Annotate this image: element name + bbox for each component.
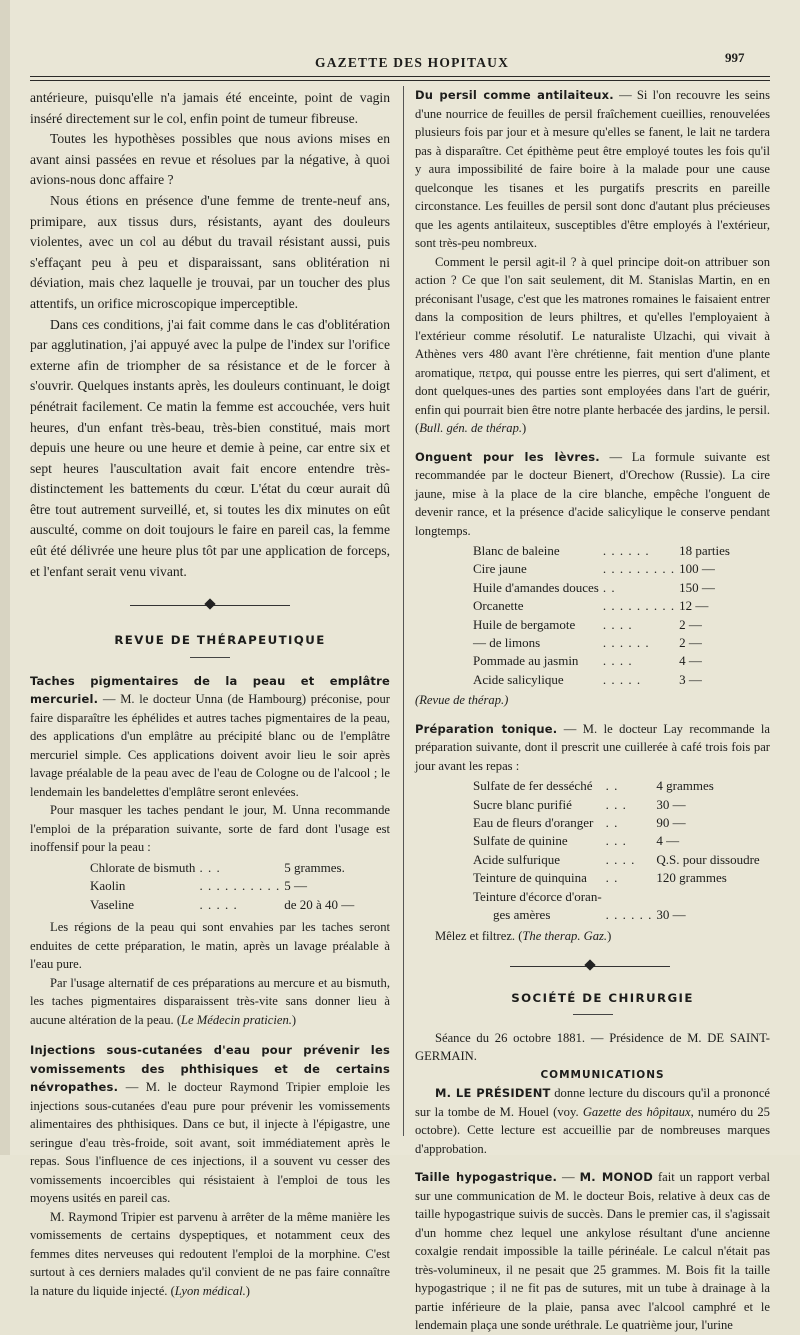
quantity: 30 — — [656, 907, 686, 923]
quantity: 30 — — [656, 796, 686, 812]
paragraph — [30, 1208, 390, 1301]
ingredient: Blanc de baleine — [473, 543, 560, 558]
header-rule — [30, 76, 770, 77]
text-run: ) — [607, 928, 612, 943]
ingredient: Acide sulfurique — [473, 851, 561, 867]
dots: . . . . . . — [602, 635, 650, 651]
ingredient: Orcanette — [473, 598, 524, 614]
text-run: ) — [522, 421, 527, 435]
dots: . . . . — [602, 653, 633, 669]
article-title: Taches pigmentaires de la peau et emplâtre mercuriel. — [30, 673, 390, 707]
quantity: 12 — — [679, 598, 709, 614]
recipe-row — [473, 671, 734, 689]
page-number: 997 — [725, 50, 745, 65]
quantity: 5 — — [284, 878, 307, 894]
ingredient: ges amères — [493, 907, 551, 923]
quantity: Q.S. pour dissoudre — [656, 851, 760, 867]
recipe-row — [473, 560, 734, 578]
dots — [606, 888, 657, 906]
recipe-row — [473, 777, 764, 795]
ingredient: Sulfate de fer desséché — [473, 778, 593, 794]
recipe-row — [473, 906, 764, 924]
paragraph: Pour masquer les taches pendant le jour, M. Unna recommande l'emploi de la préparation suivante, sorte de fard dont l'usage est inoffensif pour la peau : — [30, 803, 390, 855]
short-rule — [190, 657, 230, 658]
dots: . . . . . . . . . — [602, 561, 676, 577]
text-run: Comment le persil agit-il ? à quel principe doit-on attribuer son action ? Ce que l'on sait seulement, dit M. Stanislas Martin, en en préconisant l'usage, c'est que les matrones romaines le faisaient entrer dans la composition de leurs philtres, et qu'elles l'employaient à l'extérieur comme résolutif. Le naturaliste Ulzachi, qui vivait à Athènes vers 480 avant l'ère chrétienne, fait mention d'une plante aromatique, πετρα, qui pousse entre les pierres, qui sert d'aliment, et dont quelques-unes des parties sont employées dans l'art de guérir, enfin qui pourrait bien être notre plante herbacée des jardins, le persil. ( — [415, 254, 770, 435]
text-run: Mêlez et filtrez. ( — [435, 928, 523, 943]
left-column — [30, 88, 390, 1300]
quantity: 2 — — [679, 616, 702, 632]
quantity: 150 — — [679, 579, 715, 595]
quantity: 120 grammes — [656, 870, 727, 886]
ingredient: Sucre blanc purifié — [473, 796, 572, 812]
source-citation: (Revue de thérap.) — [415, 693, 509, 708]
paragraph — [415, 253, 770, 438]
dots: . . — [605, 778, 619, 794]
source-citation: Le Médecin praticien. — [181, 1012, 292, 1027]
article-text: — M. le docteur Raymond Tripier emploie les injections sous-cutanées d'eau pure pour prévenir les vomissements alimentaires des phthisiques. Dans ce but, il injecte à l'épigastre, une seringue d'eau très-froide, soit avant, soit immédiatement après le repas. Sous l'influence de ces injections, il a souvent vu cesser des vomissements incoercibles qui résistaient à l'emploi de tous les moyens usités en pareil cas. — [30, 1080, 390, 1206]
dots: . . — [602, 579, 616, 595]
dots: . . . . — [602, 616, 633, 632]
header-rule-thin — [30, 80, 770, 81]
source-citation: Lyon médical. — [174, 1283, 246, 1298]
subheading-communications: COMMUNICATIONS — [540, 1068, 665, 1081]
text-run: donne lecture du discours qu'il a prononcé sur la tombe de M. Houel (voy. — [415, 1086, 771, 1119]
source-citation: Gazette des hôpitaux — [582, 1104, 691, 1119]
paragraph — [30, 974, 390, 1030]
quantity: 18 parties — [679, 543, 730, 558]
article-text: — La formule suivante est recommandée par le docteur Bienert, d'Orechow (Russie). La cire jaune, mise à la place de la cire blanche, empêche l'onguent de devenir rance, et la présence d'acide salicylique le conserve pendant longtemps. — [415, 449, 770, 538]
recipe-row — [473, 616, 734, 634]
paragraph — [415, 1084, 770, 1158]
dots: . . . — [605, 796, 627, 812]
text-run: M. Raymond Tripier est parvenu à arrêter de la même manière les vomissements de certains dyspeptiques, et notamment ceux des femmes dites nerveuses qui redoutent l'emploi de la morphine. C'est surtout à ces derniers malades qu'il convient de ne pas faire connaître la nature du liquide injecté. ( — [30, 1209, 390, 1298]
article-text: — M. le docteur Unna (de Hambourg) préconise, pour faire disparaître les éphélides et autres taches pigmentaires de la peau, des applications d'un emplâtre au précipité blanc ou de l'emplâtre mercuriel simple. Ces applications doivent avoir lieu le soir après lavage préalable de la peau avec de l'eau de Cologne ou de l'alcool ; le lendemain les bandelettes d'emplâtre seront enlevées. — [30, 692, 391, 799]
page-header — [30, 48, 780, 74]
recipe-row — [90, 859, 358, 877]
paragraph — [415, 927, 770, 946]
quantity: 2 — — [679, 635, 702, 651]
ingredient: Eau de fleurs d'oranger — [473, 815, 594, 831]
dots: . . . . . — [602, 671, 642, 687]
paragraph: Dans ces conditions, j'ai fait comme dans le cas d'oblitération par agglutination, j'ai appuyé avec la pulpe de l'index sur l'orifice externe afin de triompher de sa résistance et de le forcer à s'ouvrir. Quelques instants après, les douleurs continuant, le doigt pénétrait facilement. Ce matin la femme est accouchée, vers huit heures, d'un enfant très-beau, très-bien constitué, mais mort depuis une heure ou une heure et demie à peine, car entre six et sept heures l'auscultation avait fait encore entendre très-distinctement les battements du cœur. L'état du cœur aurait dû être tout autrement surveillé, et, si toutes les dix minutes on eût ausculté, comme on doit toujours le faire en pareil cas, la femme eût été délivrée une heure plus tôt par une application de forceps, et l'enfant serait venu vivant. — [30, 316, 390, 579]
article-title: Injections sous-cutanées d'eau pour prévenir les vomissements des phthisiques et de certains névropathes. — [30, 1043, 390, 1095]
ingredient: Huile de bergamote — [473, 616, 576, 632]
ingredient: Cire jaune — [473, 561, 527, 577]
dots: . . . — [605, 833, 627, 849]
quantity: 90 — — [656, 815, 686, 831]
recipe-row — [473, 851, 764, 869]
recipe-row — [473, 634, 734, 652]
quantity: 4 grammes — [656, 778, 714, 794]
ingredient: Teinture de quinquina — [473, 870, 587, 886]
ingredient: Teinture d'écorce d'oran- — [473, 888, 602, 904]
article-title: Onguent pour les lèvres. — [415, 449, 600, 464]
ingredient: Pommade au jasmin — [473, 653, 579, 669]
ingredient: Chlorate de bismuth — [90, 859, 196, 875]
ornament-diamond — [204, 599, 215, 610]
quantity: 3 — — [679, 671, 702, 687]
recipe-row — [473, 652, 734, 670]
article-title: Du persil comme antilaiteux. — [415, 88, 614, 102]
recipe-table-onguent — [473, 542, 734, 689]
text-run: Par l'usage alternatif de ces préparations au mercure et au bismuth, les taches pigmentaires disparaissent très-vite sans donner lieu à aucune altération de la peau. ( — [30, 975, 390, 1027]
quantity: 4 — — [679, 653, 702, 669]
recipe-row — [473, 542, 734, 560]
paragraph: antérieure, puisqu'elle n'a jamais été enceinte, point de vagin inséré directement sur le col, enfin point de tumeur fibreuse. — [30, 90, 390, 126]
recipe-table-fard — [90, 859, 358, 914]
dots: . . — [605, 870, 619, 886]
paragraph: Les régions de la peau qui sont envahies par les taches seront enduites de cette préparation, le matin, après un lavage préalable à l'eau pure. — [30, 920, 390, 972]
article-taches — [30, 672, 390, 1300]
article-text: fait un rapport verbal sur une communication de M. le docteur Bois, relative à deux cas de taille hypogastrique suivis de succès. Dans le premier cas, il s'agissait d'un homme chez lequel une ankylose résultant d'une ancienne coxalgie rendait impossible la taille périnéale. Le calcul n'était pas très-volumineux, il ne pesait que 25 grammes. M. Bois fit la taille hypogastrique ; il ne fit pas de sutures, mit un tube à drainage à la partie inférieure de la plaie, pansa avec l'alcool camphré et le lendemain plaça une sonde uréthrale. Le quatrième jour, l'urine — [415, 1170, 770, 1332]
paragraph: Nous étions en présence d'une femme de trente-neuf ans, primipare, aux tissus durs, résistants, ayant des douleurs violentes, avec un col au début du travail résistant aussi, puis s'effaçant peu à peu et disparaissant, sans oblitération ni déviation, mais chez laquelle je trouvai, par un toucher des plus attentifs, un orifice microscopique imperceptible. — [30, 192, 390, 311]
text-run: ) — [291, 1012, 297, 1027]
quantity: 5 grammes. — [284, 859, 345, 875]
recipe-row — [473, 888, 764, 906]
dots: . . . . . . — [602, 543, 650, 558]
seance-line: Séance du 26 octobre 1881. — Présidence de M. DE SAINT-GERMAIN. — [415, 1030, 770, 1063]
ingredient: Kaolin — [90, 878, 126, 894]
article-text: — M. le docteur Lay recommande la préparation suivante, dont il prescrit une cuillerée à café trois fois par jour avant les repas : — [415, 721, 770, 773]
quantity: 4 — — [656, 833, 680, 849]
recipe-row — [90, 877, 358, 895]
recipe-row — [473, 814, 764, 832]
dots: . . . . . . . . . — [602, 598, 676, 614]
recipe-row — [90, 896, 358, 914]
ingredient: Vaseline — [90, 896, 135, 912]
recipe-table-prep — [473, 777, 764, 924]
quantity — [656, 888, 763, 906]
recipe-row — [473, 869, 764, 887]
dots: . . . — [199, 859, 221, 875]
dots: . . — [605, 815, 619, 831]
column-divider — [403, 86, 404, 1136]
dots: . . . . . — [199, 896, 238, 912]
text-run: ) — [245, 1283, 250, 1298]
dots: . . . . . . . . . . — [199, 878, 281, 894]
dots: . . . . — [605, 851, 636, 867]
paragraph: Toutes les hypothèses possibles que nous avions mises en avant ainsi passées en revue et résolues par la négative, à quoi avions-nous donc affaire ? — [30, 131, 390, 188]
ornament-diamond — [584, 959, 595, 970]
section-heading-revue: REVUE DE THÉRAPEUTIQUE — [114, 633, 326, 648]
section-heading-societe: SOCIÉTÉ DE CHIRURGIE — [511, 991, 694, 1005]
article-title: Taille hypogastrique. — [415, 1170, 558, 1184]
recipe-row — [473, 597, 734, 615]
text-run: , numéro du 25 octobre). Cette lecture est accueillie par de nombreuses marques d'approbation. — [415, 1104, 770, 1156]
ingredient: — de limons — [473, 635, 541, 651]
dots: . . . . . . — [605, 907, 653, 923]
article-title: Préparation tonique. — [415, 721, 558, 736]
short-rule — [573, 1014, 613, 1015]
ingredient: Acide salicylique — [473, 671, 564, 687]
recipe-row — [473, 796, 764, 814]
speaker-label: M. MONOD — [579, 1170, 653, 1184]
ingredient: Huile d'amandes douces — [473, 579, 599, 595]
quantity: 100 — — [679, 561, 715, 577]
ingredient: Sulfate de quinine — [473, 833, 568, 849]
quantity: de 20 à 40 — — [284, 896, 355, 912]
section-ornament — [30, 596, 390, 616]
source-citation: Bull. gén. de thérap. — [419, 421, 523, 435]
recipe-row — [473, 832, 764, 850]
recipe-row — [473, 579, 734, 597]
speaker-label: M. LE PRÉSIDENT — [435, 1086, 551, 1100]
article-text: — Si l'on recouvre les seins d'une nourrice de feuilles de persil fraîchement cueillies, renouvelées plusieurs fois par jour et à mesure qu'elles se fanent, le lait ne tardera pas à disparaître. Cet épithème peut être employé toutes les fois qu'il y aura impossibilité de faire boire à la malade pour une cause quelconque les tisanes et les purgatifs prescrits en pareille circonstance. Les feuilles de persil sont donc d'autant plus précieuses que les agents antilaiteux, susceptibles d'être employés à l'extérieur, sont très-peu nombreux. — [415, 88, 770, 250]
section-ornament — [415, 957, 770, 977]
right-column: Du persil comme antilaiteux. — Si l'on recouvre les seins d'une nourrice de feuilles de persil fraîchement cueillies, renouvelées plusieurs fois par jour et à mesure qu'elles se fanent, le lait ne tardera pas à disparaître. Cet épithème peut être employé toutes les fois qu'il y aura impossibilité de faire boire à la malade pour une cause quelconque les tisanes et les purgatifs prescrits en pareille circonstance. Les feuilles de persil sont donc d'autant plus précieuses que les agents antilaiteux, susceptibles d'être employés à l'extérieur, sont très-peu nombreux. Comment le persil agit-il ? à quel principe doit-on attribuer son action ? Ce que l'on sait seulement, dit M. Stanislas Martin, en en préconisant l'usage, c'est que les matrones romaines le faisaient entrer dans la composition de leurs philtres, et qu'elles l'employaient à l'extérieur comme résolutif. Le naturaliste Ulzachi, qui vivait à Athènes vers 480 avant l'ère chrétienne, fait mention d'une plante aromatique, πετρα, qui pousse entre les pierres, qui sert d'aliment, et dont quelques-unes des parties sont employées dans l'art de guérir, enfin qui pourrait bien être notre plante herbacée des jardins, le persil. (Bull. gén. de thérap.) Onguent pour les lèvres. — La formule suivante est recommandée par le docteur Bienert, d'Orechow (Russie). La cire jaune, mise à la place de la cire blanche, empêche l'onguent de devenir rance, et la présence d'acide salicylique le conserve pendant longtemps. Blanc de baleine . . . . . . 18 parties Cire jaune . . . . . . . . . 100 — Huile d'amandes douces . . 150 — Orcanette . . . . . . . . . 12 — Huile de bergamote . . . . 2 — — de limons . . . . . . 2 — Pommade au jasmin . . . . 4 — Acide salicylique . . . . . 3 — (Revue de thérap.) Préparation tonique. — M. le docteur Lay recommande la préparation suivante, dont il prescrit une cuillerée à café trois fois par jour avant les repas : Sulfate de fer desséché . . 4 grammes Sucre blanc purifié . . . 30 — Eau de fleurs d'oranger . . 90 — Sulfate de quinine . . . 4 — Acide sulfurique . . . . Q.S. pour dissoudre Teinture de quinquina . . 120 grammes Teinture d'écorce d'oran- ges amères . . . . . . 30 — Mêlez et filtrez. (The therap. Gaz.) SOCIÉTÉ DE CHIRURGIE Séance du 26 octobre 1881. — Présidence de M. DE SAINT-GERMAIN. COMMUNICATIONS M. LE PRÉSIDENT donne lecture du discours qu'il a prononcé sur la tombe de M. Houel (voy. Gazette des hôpitaux, numéro du 25 octobre). Cette lecture est accueillie par de nombreuses marques d'approbation. Taille hypogastrique. — M. MONOD fait un rapport verbal sur une communication de M. le docteur Bois, relative à deux cas de taille hypogastrique suivis de succès. Dans le premier cas, il s'agissait d'un homme chez lequel une ankylose résultant d'une ancienne coxalgie rendait impossible la taille périnéale. Le calcul n'était pas très-volumineux, il ne pesait que 25 grammes. M. Bois fit la taille hypogastrique ; il ne fit pas de sutures, mit un tube à drainage à la partie inférieure de la plaie, pansa avec l'alcool camphré et le lendemain plaça une sonde uréthrale. Le quatrième jour, l'urine — [415, 88, 771, 1332]
source-citation: The therap. Gaz. — [522, 928, 608, 943]
journal-title: GAZETTE DES HOPITAUX — [315, 55, 510, 70]
